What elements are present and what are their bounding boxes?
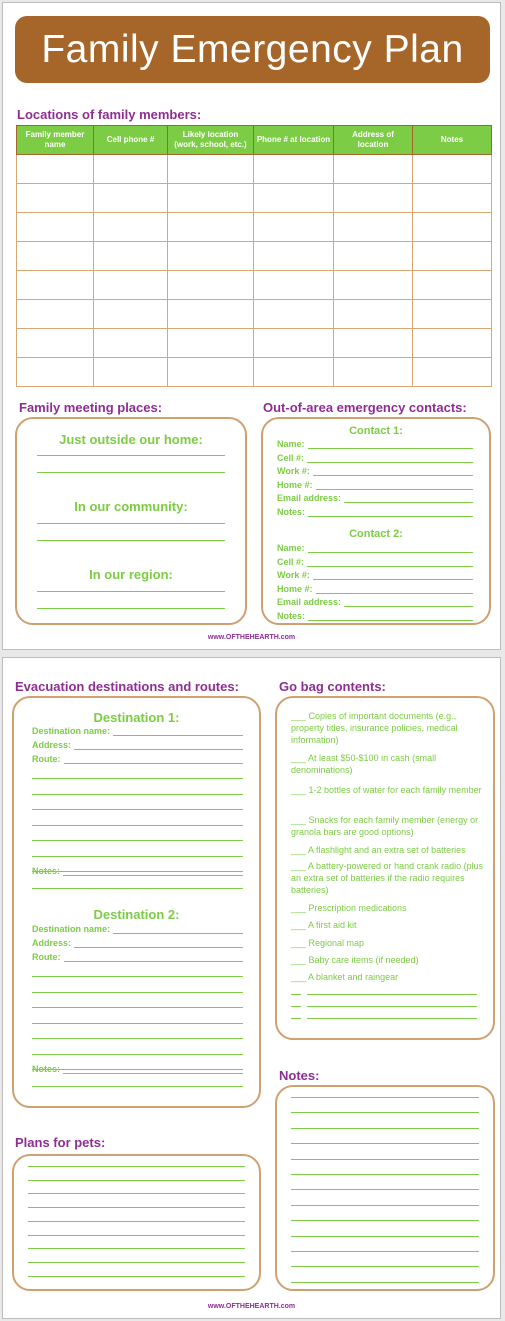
write-line[interactable] xyxy=(307,558,473,567)
table-cell[interactable] xyxy=(168,184,254,213)
contact-field-label: Name: xyxy=(277,543,305,553)
route-field xyxy=(32,952,243,962)
table-cell[interactable] xyxy=(413,329,492,358)
table-cell[interactable] xyxy=(254,271,334,300)
page-two xyxy=(2,657,501,1319)
table-cell[interactable] xyxy=(413,242,492,271)
table-cell[interactable] xyxy=(254,155,334,184)
table-row xyxy=(17,300,492,329)
gobag-item[interactable]: ___ A blanket and raingear xyxy=(291,972,399,982)
table-cell[interactable] xyxy=(334,358,413,387)
table-cell[interactable] xyxy=(413,184,492,213)
write-line[interactable] xyxy=(291,1128,479,1129)
write-line[interactable] xyxy=(64,755,244,764)
write-line[interactable] xyxy=(307,454,473,463)
table-cell[interactable] xyxy=(334,242,413,271)
contact-field xyxy=(277,480,473,490)
write-line[interactable] xyxy=(28,1248,245,1249)
meeting-place-community: In our community: xyxy=(74,499,188,514)
col-address: Address of location xyxy=(334,126,413,155)
col-likely-location: Likely location (work, school, etc.) xyxy=(168,126,254,155)
meeting-place-region: In our region: xyxy=(89,567,173,582)
pets-heading: Plans for pets: xyxy=(15,1135,106,1150)
gobag-item[interactable]: ___ Snacks for each family member (energy or granola bars are good options) xyxy=(291,815,479,837)
write-line[interactable] xyxy=(37,455,225,456)
gobag-item[interactable]: ___ Regional map xyxy=(291,938,365,948)
notes-field-label: Notes: xyxy=(32,866,61,876)
write-line[interactable] xyxy=(32,976,243,977)
write-line[interactable] xyxy=(313,571,473,580)
gobag-item[interactable]: ___ Baby care items (if needed) xyxy=(291,955,419,965)
gobag-item[interactable]: ___ At least $50-$100 in cash (small denominations) xyxy=(291,753,437,775)
col-family-member: Family member name xyxy=(17,126,94,155)
table-cell[interactable] xyxy=(168,329,254,358)
table-cell[interactable] xyxy=(334,155,413,184)
gobag-item[interactable]: ___ A first aid kit xyxy=(291,920,357,930)
write-line[interactable] xyxy=(32,992,243,993)
contact-field xyxy=(277,507,473,517)
table-cell[interactable] xyxy=(413,358,492,387)
write-line[interactable] xyxy=(28,1180,245,1181)
meeting-place-home: Just outside our home: xyxy=(59,432,203,447)
gobag-heading: Go bag contents: xyxy=(279,679,386,694)
write-line[interactable] xyxy=(291,1143,479,1144)
gobag-item[interactable]: ___ A battery-powered or hand crank radio (plus an extra set of batteries if the radio requires batteries) xyxy=(291,861,484,895)
table-cell[interactable] xyxy=(94,329,168,358)
table-row xyxy=(17,329,492,358)
write-line[interactable] xyxy=(64,953,244,962)
blank-checkbox-line[interactable] xyxy=(291,1006,301,1007)
write-line[interactable] xyxy=(291,1174,479,1175)
write-line[interactable] xyxy=(63,867,243,876)
write-line[interactable] xyxy=(307,1006,477,1007)
contact-field xyxy=(277,439,473,449)
write-line[interactable] xyxy=(32,856,243,857)
contact-field-label: Work #: xyxy=(277,466,310,476)
write-line[interactable] xyxy=(28,1221,245,1222)
write-line[interactable] xyxy=(37,591,225,592)
write-line[interactable] xyxy=(313,467,473,476)
write-line[interactable] xyxy=(308,508,473,517)
evacuation-box xyxy=(12,696,261,1108)
page-one xyxy=(2,2,501,650)
table-cell[interactable] xyxy=(17,242,94,271)
table-cell[interactable] xyxy=(94,155,168,184)
contact-2-heading: Contact 2: xyxy=(349,528,403,540)
write-line[interactable] xyxy=(291,1189,479,1190)
write-line[interactable] xyxy=(28,1193,245,1194)
table-cell[interactable] xyxy=(254,329,334,358)
contact-field-label: Email address: xyxy=(277,597,342,607)
destination-1-heading: Destination 1: xyxy=(93,710,180,725)
write-line[interactable] xyxy=(308,440,473,449)
route-field xyxy=(32,754,243,764)
gobag-item[interactable]: ___ Prescription medications xyxy=(291,903,407,913)
contact-field-label: Name: xyxy=(277,439,305,449)
table-cell[interactable] xyxy=(413,300,492,329)
notes-field-label: Notes: xyxy=(32,1064,61,1074)
table-cell[interactable] xyxy=(17,358,94,387)
contact-field xyxy=(277,611,473,621)
address-field xyxy=(32,938,243,948)
table-cell[interactable] xyxy=(94,242,168,271)
table-cell[interactable] xyxy=(168,242,254,271)
contact-field xyxy=(277,453,473,463)
destination-2-heading: Destination 2: xyxy=(93,907,180,922)
table-cell[interactable] xyxy=(17,155,94,184)
page-title: Family Emergency Plan xyxy=(15,16,490,83)
contact-field-label: Work #: xyxy=(277,570,310,580)
write-line[interactable] xyxy=(291,1220,479,1221)
contacts-heading: Out-of-area emergency contacts: xyxy=(263,400,467,415)
footer-url: www.OFTHEHEARTH.com xyxy=(207,1303,296,1310)
write-line[interactable] xyxy=(291,1266,479,1267)
destination-name-field-label: Destination name: xyxy=(32,726,111,736)
table-cell[interactable] xyxy=(254,213,334,242)
table-cell[interactable] xyxy=(413,271,492,300)
write-line[interactable] xyxy=(32,1023,243,1024)
table-row xyxy=(17,358,492,387)
contact-1-heading: Contact 1: xyxy=(349,425,403,437)
table-cell[interactable] xyxy=(334,329,413,358)
destination-name-field xyxy=(32,726,243,736)
footer-url: www.OFTHEHEARTH.com xyxy=(207,634,296,641)
table-row xyxy=(17,242,492,271)
contact-field-label: Notes: xyxy=(277,610,306,621)
contact-field xyxy=(277,570,473,580)
meeting-places-box xyxy=(15,417,247,625)
table-cell[interactable] xyxy=(254,358,334,387)
write-line[interactable] xyxy=(28,1207,245,1208)
write-line[interactable] xyxy=(291,1205,479,1206)
write-line[interactable] xyxy=(307,1018,477,1019)
table-cell[interactable] xyxy=(17,300,94,329)
gobag-item[interactable]: ___ A flashlight and an extra set of batteries xyxy=(291,845,466,855)
write-line[interactable] xyxy=(113,925,243,934)
table-cell[interactable] xyxy=(94,300,168,329)
table-cell[interactable] xyxy=(168,300,254,329)
table-cell[interactable] xyxy=(94,271,168,300)
notes-box xyxy=(275,1085,495,1291)
write-line[interactable] xyxy=(308,544,473,553)
write-line[interactable] xyxy=(37,608,225,609)
contacts-box xyxy=(261,417,491,625)
write-line[interactable] xyxy=(32,794,243,795)
address-field xyxy=(32,740,243,750)
write-line[interactable] xyxy=(37,540,225,541)
write-line[interactable] xyxy=(37,523,225,524)
contact-field-label: Cell #: xyxy=(277,556,305,567)
notes-field xyxy=(32,1064,243,1074)
write-line[interactable] xyxy=(32,840,243,841)
write-line[interactable] xyxy=(307,994,477,995)
destination-name-field-label: Destination name: xyxy=(32,924,111,934)
table-cell[interactable] xyxy=(168,213,254,242)
write-line[interactable] xyxy=(28,1166,245,1167)
write-line[interactable] xyxy=(32,809,243,810)
address-field-label: Address: xyxy=(32,938,72,948)
table-cell[interactable] xyxy=(334,213,413,242)
table-cell[interactable] xyxy=(94,213,168,242)
write-line[interactable] xyxy=(344,598,473,607)
write-line[interactable] xyxy=(291,1236,479,1237)
contact-field-label: Notes: xyxy=(277,506,306,517)
write-line[interactable] xyxy=(37,472,225,473)
meeting-heading: Family meeting places: xyxy=(19,400,163,415)
notes-heading: Notes: xyxy=(279,1068,320,1083)
write-line[interactable] xyxy=(74,939,243,948)
col-notes: Notes xyxy=(413,126,492,155)
locations-table xyxy=(16,125,492,387)
write-line[interactable] xyxy=(113,727,243,736)
contact-field xyxy=(277,557,473,567)
table-cell[interactable] xyxy=(168,155,254,184)
col-phone-at-location: Phone # at location xyxy=(254,126,334,155)
col-cell-phone: Cell phone # xyxy=(94,126,168,155)
write-line[interactable] xyxy=(32,1038,243,1039)
route-field-label: Route: xyxy=(32,952,61,962)
table-row xyxy=(17,184,492,213)
table-cell[interactable] xyxy=(334,271,413,300)
contact-field-label: Cell #: xyxy=(277,452,305,463)
gobag-item[interactable]: ___ 1-2 bottles of water for each family member xyxy=(291,785,482,795)
write-line[interactable] xyxy=(28,1262,245,1263)
blank-checkbox-line[interactable] xyxy=(291,994,301,995)
gobag-box xyxy=(275,696,495,1040)
write-line[interactable] xyxy=(291,1097,479,1098)
table-cell[interactable] xyxy=(168,271,254,300)
contact-field xyxy=(277,597,473,607)
table-cell[interactable] xyxy=(17,271,94,300)
table-header-row xyxy=(17,126,492,155)
write-line[interactable] xyxy=(291,1251,479,1252)
table-row xyxy=(17,271,492,300)
blank-checkbox-line[interactable] xyxy=(291,1018,301,1019)
table-cell[interactable] xyxy=(94,184,168,213)
contact-field xyxy=(277,493,473,503)
table-cell[interactable] xyxy=(17,329,94,358)
contact-field-label: Home #: xyxy=(277,583,313,594)
write-line[interactable] xyxy=(63,1065,243,1074)
locations-heading: Locations of family members: xyxy=(17,107,202,122)
write-line[interactable] xyxy=(291,1159,479,1160)
table-cell[interactable] xyxy=(254,300,334,329)
contact-field-label: Email address: xyxy=(277,493,342,503)
write-line[interactable] xyxy=(291,1282,479,1283)
table-row xyxy=(17,213,492,242)
write-line[interactable] xyxy=(308,612,473,621)
table-cell[interactable] xyxy=(254,184,334,213)
table-cell[interactable] xyxy=(94,358,168,387)
write-line[interactable] xyxy=(74,741,243,750)
evacuation-heading: Evacuation destinations and routes: xyxy=(15,679,239,694)
write-line[interactable] xyxy=(32,778,243,779)
table-cell[interactable] xyxy=(254,242,334,271)
write-line[interactable] xyxy=(28,1235,245,1236)
table-cell[interactable] xyxy=(17,213,94,242)
write-line[interactable] xyxy=(32,825,243,826)
write-line[interactable] xyxy=(32,1086,243,1087)
write-line[interactable] xyxy=(291,1112,479,1113)
address-field-label: Address: xyxy=(32,740,72,750)
table-row xyxy=(17,155,492,184)
contact-field xyxy=(277,543,473,553)
write-line[interactable] xyxy=(28,1276,245,1277)
contact-field xyxy=(277,584,473,594)
contact-field xyxy=(277,466,473,476)
table-cell[interactable] xyxy=(17,184,94,213)
destination-name-field xyxy=(32,924,243,934)
route-field-label: Route: xyxy=(32,754,61,764)
contact-field-label: Home #: xyxy=(277,479,313,490)
table-cell[interactable] xyxy=(334,300,413,329)
gobag-item[interactable]: ___ Copies of important documents (e.g., property titles, insurance policies, medical information) xyxy=(291,711,458,745)
table-cell[interactable] xyxy=(334,184,413,213)
write-line[interactable] xyxy=(32,888,243,889)
write-line[interactable] xyxy=(32,1007,243,1008)
write-line[interactable] xyxy=(32,1054,243,1055)
table-cell[interactable] xyxy=(413,213,492,242)
table-cell[interactable] xyxy=(413,155,492,184)
write-line[interactable] xyxy=(316,481,473,490)
table-cell[interactable] xyxy=(168,358,254,387)
notes-field xyxy=(32,866,243,876)
write-line[interactable] xyxy=(344,494,473,503)
write-line[interactable] xyxy=(316,585,473,594)
pets-box xyxy=(12,1154,261,1291)
